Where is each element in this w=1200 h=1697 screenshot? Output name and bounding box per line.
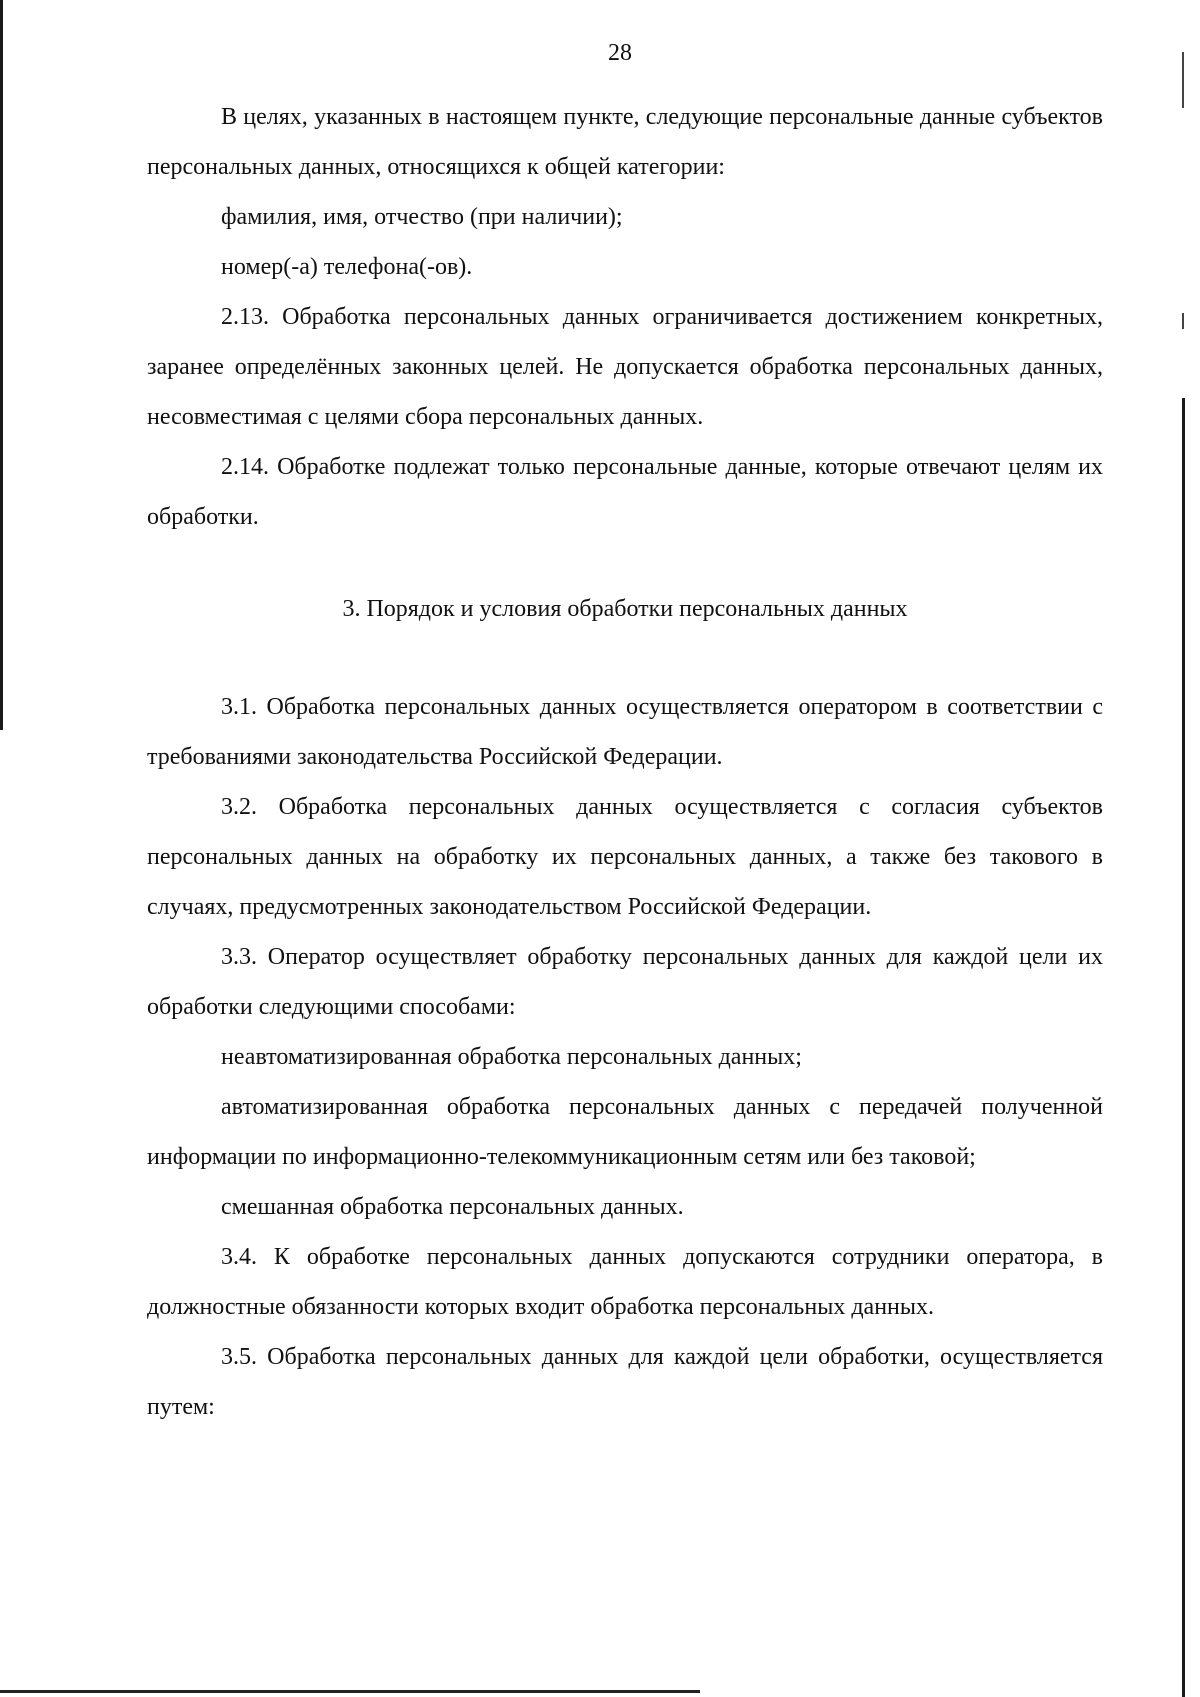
paragraph-3-3: 3.3. Оператор осуществляет обработку персональных данных для каждой цели их обработки следующими способами: — [147, 944, 1103, 1020]
paragraph-method-manual: неавтоматизированная обработка персональных данных; — [221, 1044, 802, 1070]
text-block-top — [147, 92, 1103, 542]
page-number: 28 — [608, 40, 632, 66]
paragraph-3-2: 3.2. Обработка персональных данных осуществляется с согласия субъектов персональных данных на обработку их персональных данных, а также без такового в случаях, предусмотренных законодательством Российской Федерации. — [147, 794, 1103, 920]
paragraph-method-mixed: смешанная обработка персональных данных. — [221, 1194, 684, 1220]
paragraph-3-4: 3.4. К обработке персональных данных допускаются сотрудники оператора, в должностные обязанности которых входит обработка персональных данных. — [147, 1244, 1103, 1320]
section-heading-block — [147, 584, 1103, 634]
paragraph-list-phone: номер(-а) телефона(-ов). — [221, 254, 473, 280]
paragraph-list-full-name: фамилия, имя, отчество (при наличии); — [221, 204, 623, 230]
paragraph-2-13: 2.13. Обработка персональных данных ограничивается достижением конкретных, заранее определённых законных целей. Не допускается обработка персональных данных, несовместимая с целями сбора персональных данных. — [147, 304, 1103, 430]
paragraph-2-14: 2.14. Обработке подлежат только персональные данные, которые отвечают целям их обработки. — [147, 454, 1103, 530]
scan-edge-left — [0, 0, 3, 730]
scan-edge-right — [1182, 398, 1185, 1697]
text-block-bottom — [147, 682, 1103, 1432]
section-heading: 3. Порядок и условия обработки персональных данных — [342, 596, 908, 622]
paragraph-purposes-intro: В целях, указанных в настоящем пункте, следующие персональные данные субъектов персональных данных, относящихся к общей категории: — [147, 104, 1103, 180]
paragraph-method-automated: автоматизированная обработка персональных данных с передачей полученной информации по информационно-телекоммуникационным сетям или без таковой; — [147, 1094, 1103, 1170]
paragraph-3-5: 3.5. Обработка персональных данных для каждой цели обработки, осуществляется путем: — [147, 1344, 1103, 1420]
scan-edge-right-mark — [1182, 313, 1184, 329]
scan-edge-bottom — [0, 1690, 700, 1693]
paragraph-3-1: 3.1. Обработка персональных данных осуществляется оператором в соответствии с требованиями законодательства Российской Федерации. — [147, 694, 1103, 770]
